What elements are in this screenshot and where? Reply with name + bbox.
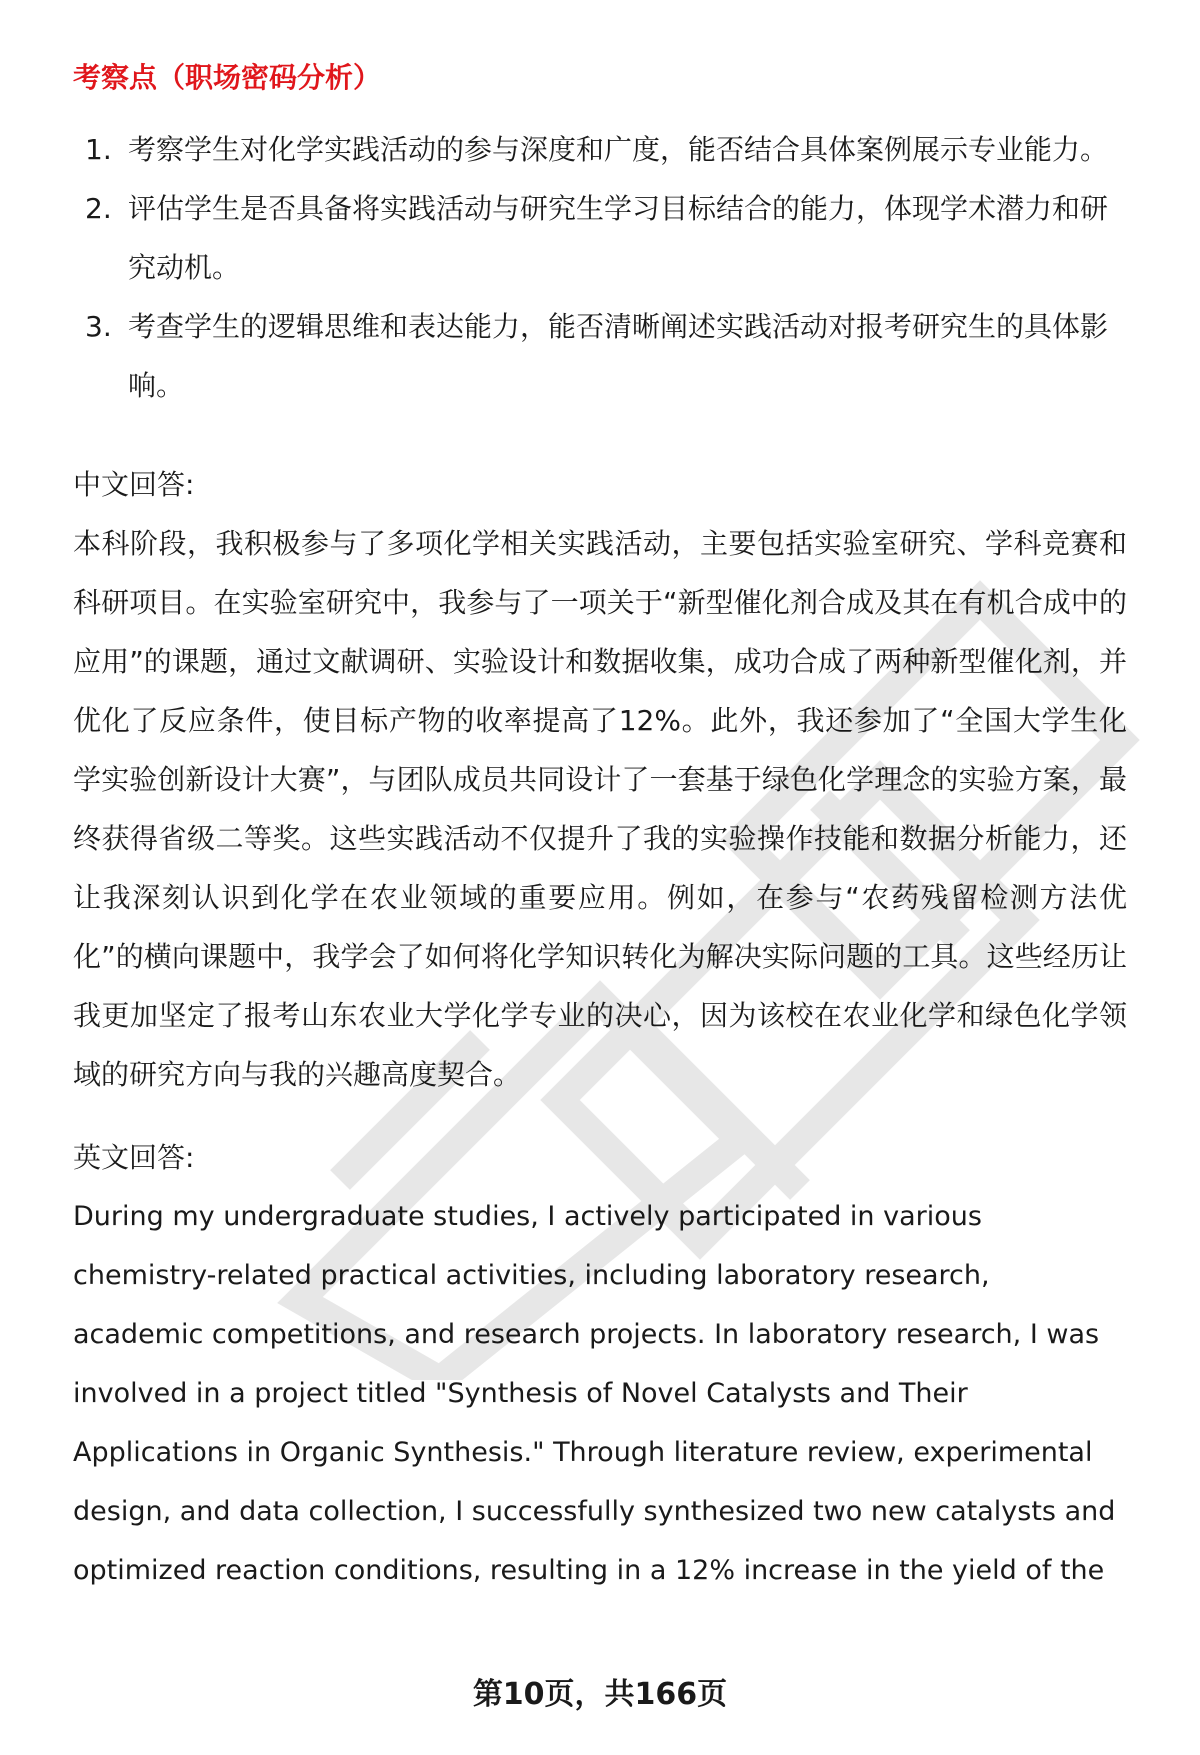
english-answer-heading: 英文回答: [73,1141,195,1174]
page-number-footer: 第10页，共166页 [472,1677,728,1712]
english-answer-line: design, and data collection, I successfully synthesized two new catalysts and [73,1496,1116,1527]
chinese-answer-paragraph: 本科阶段，我积极参与了多项化学相关实践活动，主要包括实验室研究、学科竞赛和科研项目。在实验室研究中，我参与了一项关于“新型催化剂合成及其在有机合成中的应用”的课题，通过文献调研、实验设计和数据收集，成功合成了两种新型催化剂，并优化了反应条件，使目标产物的收率提高了12%。此外，我还参加了“全国大学生化学实验创新设计大赛”，与团队成员共同设计了一套基于绿色化学理念的实验方案，最终获得省级二等奖。这些实践活动不仅提升了我的实验操作技能和数据分析能力，还让我深刻认识到化学在农业领域的重要应用。例如，在参与“农药残留检测方法优化”的横向课题中，我学会了如何将化学知识转化为解决实际问题的工具。这些经历让我更加坚定了报考山东农业大学化学专业的决心，因为该校在农业化学和绿色化学领域的研究方向与我的兴趣高度契合。 [73,527,1127,1091]
list-item-number: 2. [85,192,112,225]
list-item [73,179,1127,297]
english-answer-paragraph [73,1187,1127,1600]
list-item-text: 考查学生的逻辑思维和表达能力，能否清晰阐述实践活动对报考研究生的具体影响。 [128,310,1109,402]
list-item-text: 评估学生是否具备将实践活动与研究生学习目标结合的能力，体现学术潜力和研究动机。 [128,192,1109,284]
list-item-number: 1. [85,133,112,166]
assessment-points-list [73,120,1127,415]
english-answer-line: chemistry-related practical activities, including laboratory research, [73,1260,990,1291]
list-item [73,297,1127,415]
list-item [73,120,1127,179]
english-answer-line: optimized reaction conditions, resulting in a 12% increase in the yield of the [73,1555,1105,1586]
english-answer-line: academic competitions, and research projects. In laboratory research, I was [73,1319,1100,1350]
english-answer-line: Applications in Organic Synthesis." Through literature review, experimental [73,1437,1093,1468]
english-answer-line: During my undergraduate studies, I actively participated in various [73,1201,982,1232]
english-answer-line: involved in a project titled "Synthesis of Novel Catalysts and Their [73,1378,968,1409]
section-title: 考察点（职场密码分析） [73,61,382,94]
chinese-answer-heading: 中文回答: [73,468,195,501]
list-item-number: 3. [85,310,112,343]
list-item-text: 考察学生对化学实践活动的参与深度和广度，能否结合具体案例展示专业能力。 [128,133,1109,166]
